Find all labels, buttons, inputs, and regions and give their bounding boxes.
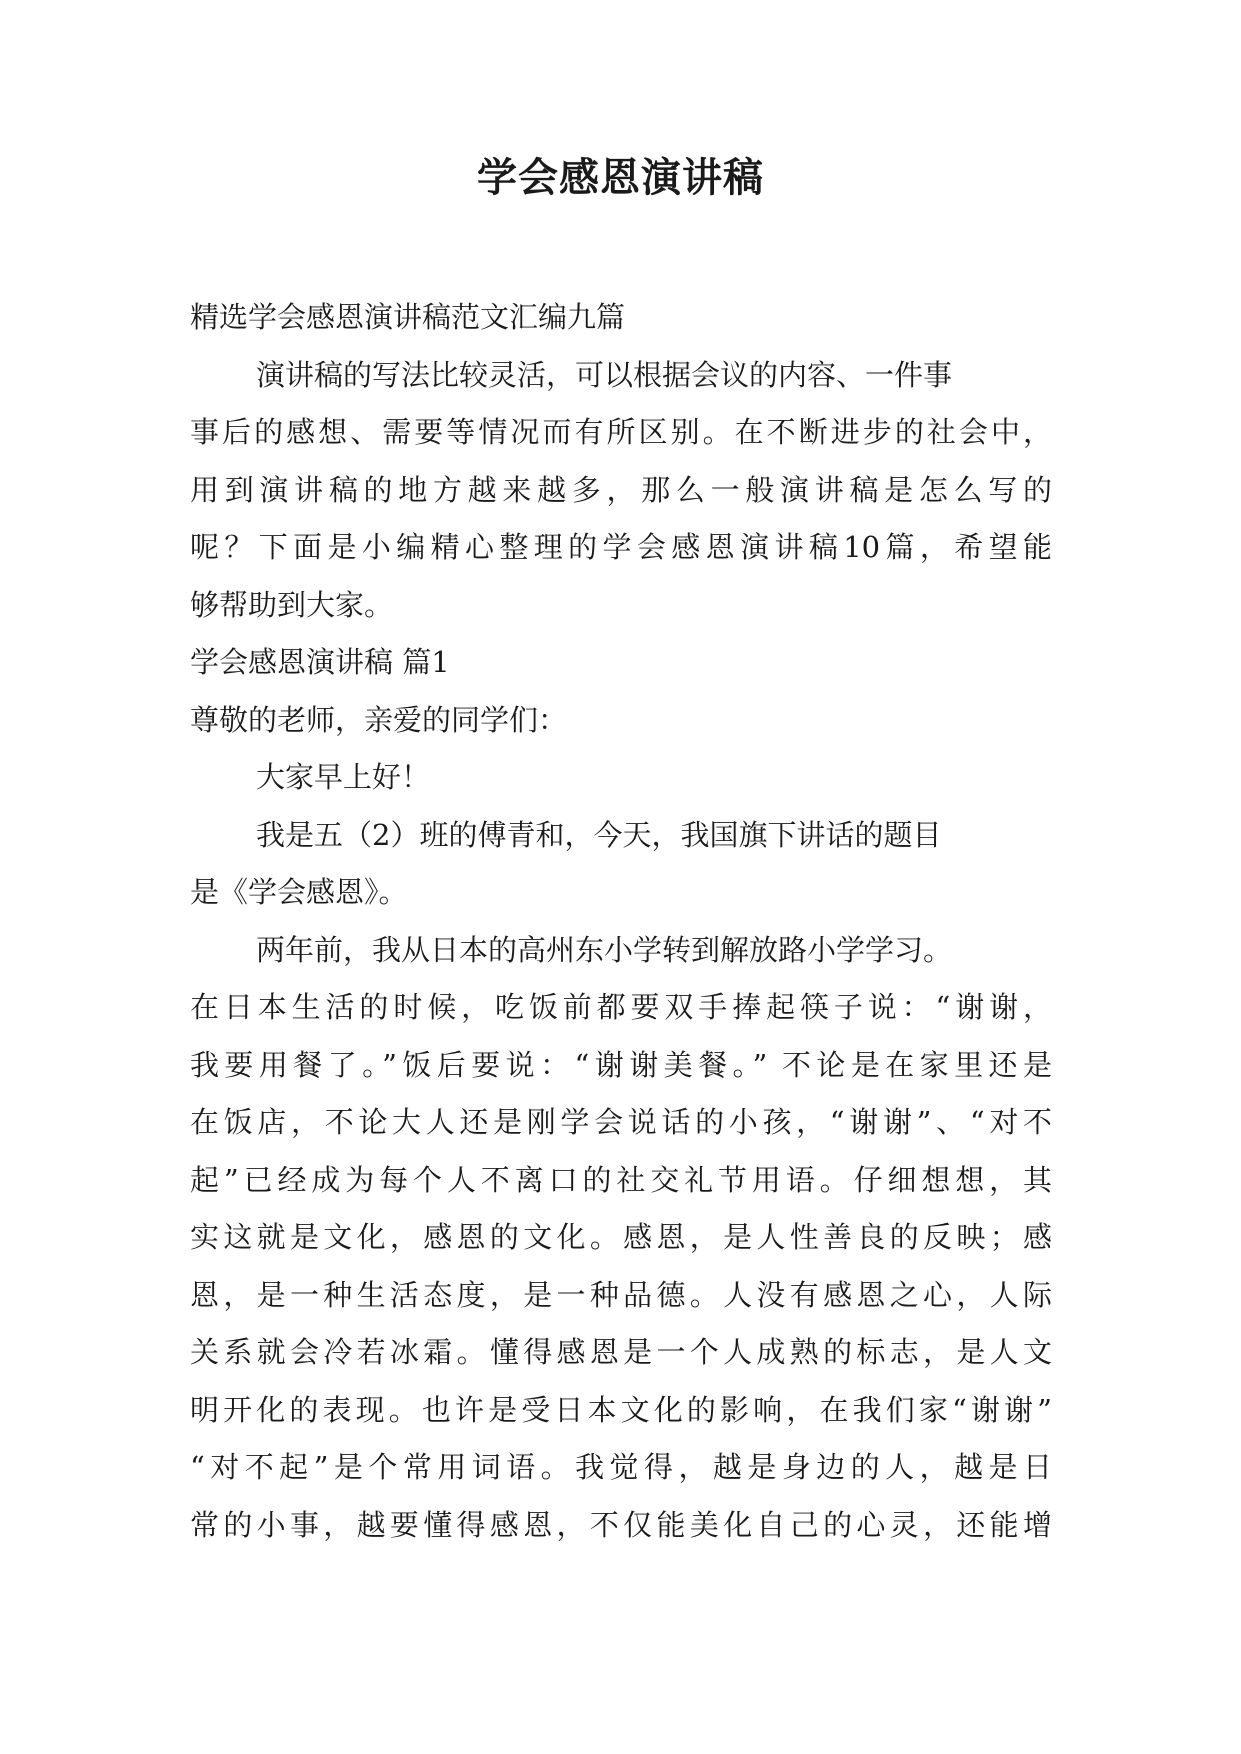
greeting-line: 大家早上好！	[256, 760, 431, 794]
paragraph-line: 事后的感想、需要等情况而有所区别。在不断进步的社会中，	[190, 415, 1052, 449]
paragraph-line: 用到演讲稿的地方越来越多，那么一般演讲稿是怎么写的	[190, 473, 1052, 507]
paragraph-line: 在日本生活的时候，吃饭前都要双手捧起筷子说：“谢谢，	[190, 990, 1052, 1024]
paragraph-line: 起”已经成为每个人不离口的社交礼节用语。仔细想想，其	[190, 1163, 1052, 1197]
paragraph-line: 我是五（2）班的傅青和，今天，我国旗下讲话的题目	[256, 818, 942, 852]
paragraph-line: 实这就是文化，感恩的文化。感恩，是人性善良的反映；感	[190, 1220, 1052, 1254]
paragraph-line: 呢？下面是小编精心整理的学会感恩演讲稿10篇，希望能	[190, 530, 1052, 564]
paragraph-line: 明开化的表现。也许是受日本文化的影响，在我们家“谢谢”	[190, 1393, 1052, 1427]
paragraph-line: 我要用餐了。”饭后要说：“谢谢美餐。” 不论是在家里还是	[190, 1048, 1052, 1082]
paragraph-line: 是《学会感恩》。	[190, 875, 408, 909]
paragraph-line: 两年前，我从日本的高州东小学转到解放路小学学习。	[256, 933, 953, 967]
salutation-line: 尊敬的老师，亲爱的同学们：	[190, 703, 568, 737]
paragraph-line: 演讲稿的写法比较灵活，可以根据会议的内容、一件事	[256, 358, 953, 392]
section-heading: 学会感恩演讲稿 篇1	[190, 645, 450, 679]
paragraph-line: “对不起”是个常用词语。我觉得，越是身边的人，越是日	[190, 1450, 1052, 1484]
paragraph-line: 在饭店，不论大人还是刚学会说话的小孩，“谢谢”、“对不	[190, 1105, 1052, 1139]
paragraph-line: 恩，是一种生活态度，是一种品德。人没有感恩之心，人际	[190, 1278, 1052, 1312]
paragraph-line: 够帮助到大家。	[190, 588, 394, 622]
document-title: 学会感恩演讲稿	[477, 155, 764, 201]
subtitle-line: 精选学会感恩演讲稿范文汇编九篇	[190, 300, 626, 334]
paragraph-line: 常的小事，越要懂得感恩，不仅能美化自己的心灵，还能增	[190, 1508, 1052, 1542]
paragraph-line: 关系就会冷若冰霜。懂得感恩是一个人成熟的标志，是人文	[190, 1335, 1052, 1369]
